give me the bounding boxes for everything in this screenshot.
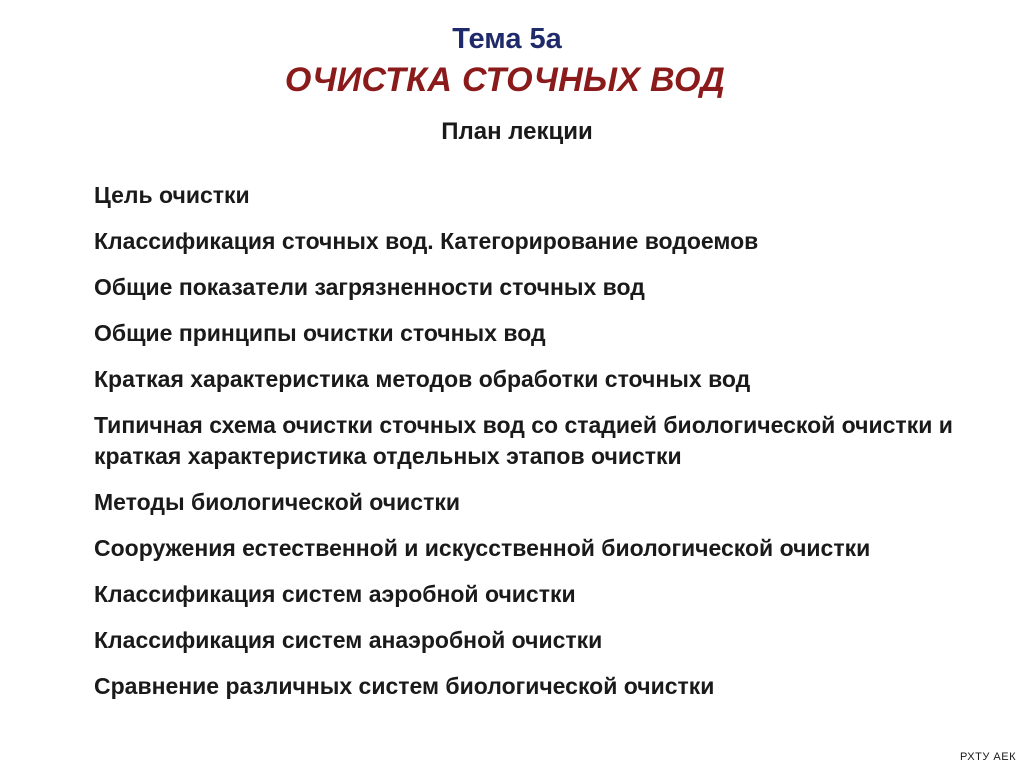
topic-heading: Тема 5а (452, 23, 562, 55)
plan-item: Типичная схема очистки сточных вод со стадией биологической очистки и краткая характеристика отдельных этапов очистки (94, 412, 953, 469)
plan-item: Классификация сточных вод. Категорирование водоемов (94, 228, 759, 254)
plan-item: Цель очистки (94, 182, 250, 208)
plan-item: Методы биологической очистки (94, 488, 460, 515)
plan-item: Краткая характеристика методов обработки сточных вод (94, 366, 751, 392)
slide-title: ОЧИСТКА СТОЧНЫХ ВОД (284, 61, 726, 99)
plan-item: Сравнение различных систем биологической очистки (94, 672, 715, 699)
plan-item: Общие показатели загрязненности сточных вод (94, 274, 645, 300)
plan-item: Классификация систем анаэробной очистки (94, 626, 603, 653)
plan-item: Общие принципы очистки сточных вод (94, 320, 546, 346)
plan-item: Классификация систем аэробной очистки (94, 580, 576, 607)
slide-subtitle: План лекции (441, 118, 593, 145)
footer-label: РХТУ АЕК (959, 751, 1016, 763)
lecture-plan-list (94, 180, 954, 717)
plan-item: Сооружения естественной и искусственной биологической очистки (94, 534, 871, 561)
